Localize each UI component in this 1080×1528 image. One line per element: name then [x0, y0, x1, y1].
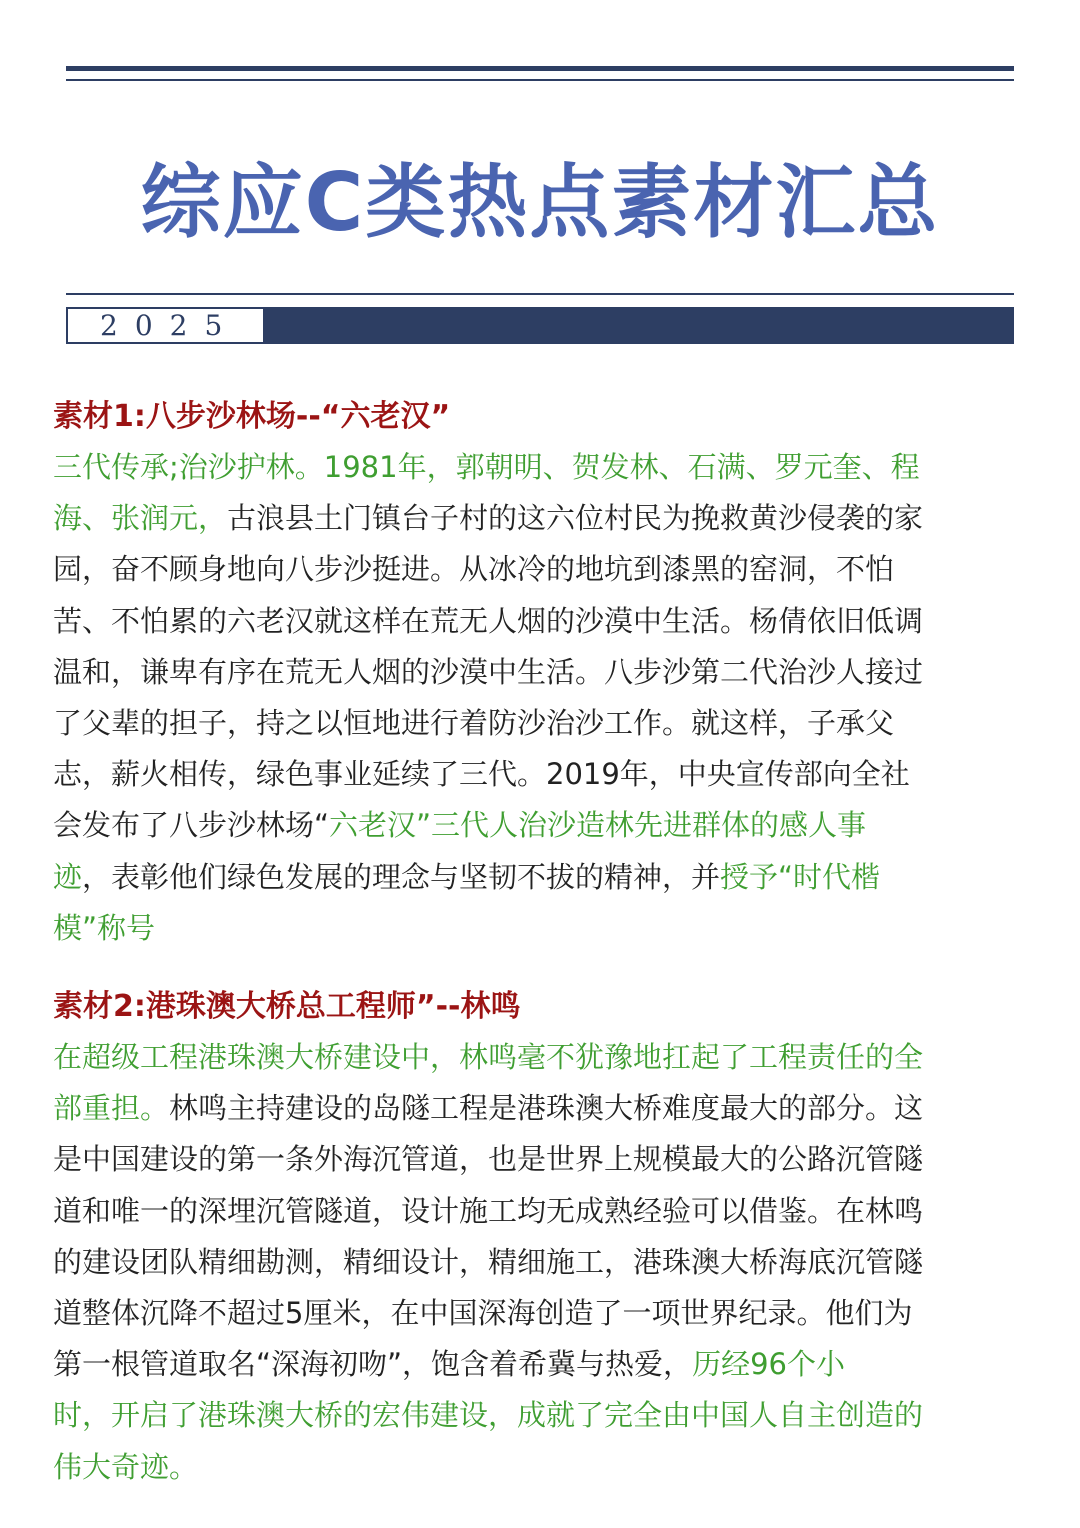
body-text: 温和，谦卑有序在荒无人烟的沙漠中生活。八步沙第二代治沙人接过 [53, 654, 924, 689]
body-line [53, 1032, 1033, 1083]
top-divider-thick [66, 66, 1014, 71]
section-body [53, 442, 1033, 954]
highlighted-text: 六老汉”三代人治沙造林先进群体的感人事 [329, 808, 867, 843]
year-divider [66, 293, 1014, 295]
body-line [53, 544, 1033, 595]
body-text: 园，奋不顾身地向八步沙挺进。从冰冷的地坑到漆黑的窑洞，不怕 [53, 552, 895, 587]
body-line [53, 1288, 1033, 1339]
highlighted-text: 伟大奇迹。 [53, 1449, 199, 1484]
body-line [53, 1186, 1033, 1237]
article-content [53, 392, 1033, 1493]
material-section-2 [53, 982, 1033, 1493]
highlighted-text: 历经96个小 [692, 1347, 845, 1382]
body-line [53, 852, 1033, 903]
highlighted-text: 授予“时代楷 [720, 859, 881, 894]
body-line [53, 698, 1033, 749]
body-line [53, 800, 1033, 851]
body-line [53, 749, 1033, 800]
body-text: 古浪县土门镇台子村的这六位村民为挽救黄沙侵袭的家 [227, 501, 924, 536]
highlighted-text: 迹 [53, 859, 83, 894]
body-line [53, 1390, 1033, 1441]
body-line [53, 647, 1033, 698]
body-line [53, 1134, 1033, 1185]
body-text: 第一根管道取名“深海初吻”，饱含着希冀与热爱， [53, 1347, 693, 1382]
body-line [53, 1339, 1033, 1390]
body-line [53, 1237, 1033, 1288]
body-text: ，表彰他们绿色发展的理念与坚韧不拔的精神，并 [82, 859, 721, 894]
body-line [53, 1083, 1033, 1134]
section-heading: 素材1:八步沙林场--“六老汉” [53, 399, 451, 434]
highlighted-text: 模”称号 [53, 910, 156, 945]
body-text: 了父辈的担子，持之以恒地进行着防沙治沙工作。就这样，子承父 [53, 706, 895, 741]
highlighted-text: 海、张润元， [53, 501, 228, 536]
highlighted-text: 部重担。 [53, 1091, 170, 1126]
body-text: 道和唯一的深埋沉管隧道，设计施工均无成熟经验可以借鉴。在林鸣 [53, 1193, 924, 1228]
highlighted-text: 在超级工程港珠澳大桥建设中，林鸣毫不犹豫地扛起了工程责任的全 [53, 1040, 924, 1075]
body-text: 的建设团队精细勘测，精细设计，精细施工，港珠澳大桥海底沉管隧 [53, 1244, 924, 1279]
body-line [53, 596, 1033, 647]
body-text: 林鸣主持建设的岛隧工程是港珠澳大桥难度最大的部分。这 [169, 1091, 924, 1126]
top-divider-thin [66, 79, 1014, 81]
body-line [53, 903, 1033, 954]
body-line [53, 442, 1033, 493]
body-text: 苦、不怕累的六老汉就这样在荒无人烟的沙漠中生活。杨倩依旧低调 [53, 603, 924, 638]
body-text: 道整体沉降不超过5厘米，在中国深海创造了一项世界纪录。他们为 [53, 1296, 913, 1331]
body-text: 是中国建设的第一条外海沉管道，也是世界上规模最大的公路沉管隧 [53, 1142, 924, 1177]
material-section-1 [53, 392, 1033, 954]
section-body [53, 1032, 1033, 1493]
body-line [53, 1442, 1033, 1493]
highlighted-text: 时，开启了港珠澳大桥的宏伟建设，成就了完全由中国人自主创造的 [53, 1398, 924, 1433]
highlighted-text: 三代传承;治沙护林。1981年，郭朝明、贺发林、石满、罗元奎、程 [53, 450, 920, 484]
page-title: 综应C类热点素材汇总 [140, 156, 940, 249]
body-line [53, 493, 1033, 544]
year-label: 2025 [66, 307, 265, 344]
body-text: 志，薪火相传，绿色事业延续了三代。2019年，中央宣传部向全社 [53, 757, 910, 792]
section-heading: 素材2:港珠澳大桥总工程师”--林鸣 [53, 989, 521, 1025]
body-text: 会发布了八步沙林场“ [53, 808, 330, 843]
